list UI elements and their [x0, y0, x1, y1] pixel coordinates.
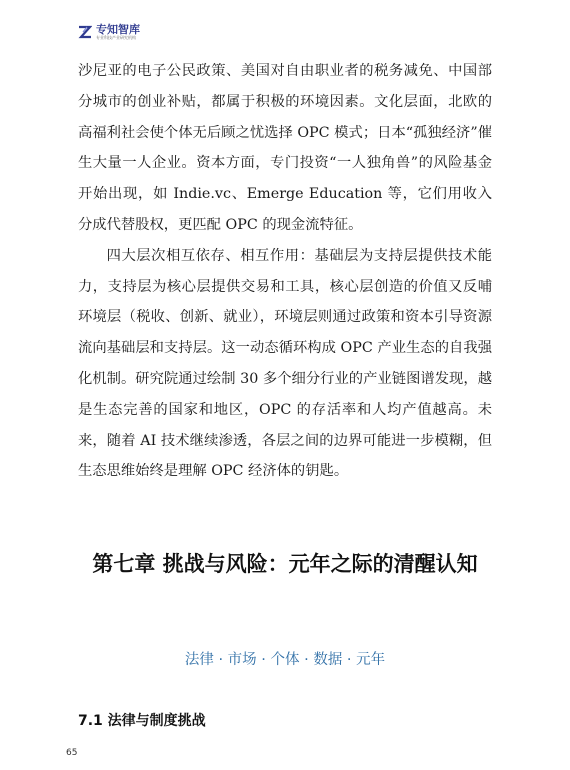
header-logo	[78, 24, 140, 40]
paragraph-2: 四大层次相互依存、相互作用：基础层为支持层提供技术能力，支持层为核心层提供交易和工具，核心层创造的价值又反哺环境层（税收、创新、就业），环境层则通过政策和资本引导资源流向基础层和支持层。这一动态循环构成 OPC 产业生态的自我强化机制。研究院通过绘制 30 多个细分行业的产业链图谱发现，越是生态完善的国家和地区，OPC 的存活率和人均产值越高。未来，随着 AI 技术继续渗透，各层之间的边界可能进一步模糊，但生态思维始终是理解 OPC 经济体的钥匙。	[78, 247, 492, 480]
logo-tagline: 专业科技产业研究机构	[96, 35, 136, 40]
body-text	[78, 56, 492, 487]
paragraph-1: 沙尼亚的电子公民政策、美国对自由职业者的税务减免、中国部分城市的创业补贴，都属于积极的环境因素。文化层面，北欧的高福利社会使个体无后顾之忧选择 OPC 模式；日本“孤独经济”催生大量一人企业。资本方面，专门投资“一人独角兽”的风险基金开始出现，如 Indie.vc、Emerge Education 等，它们用收入分成代替股权，更匹配 OPC 的现金流特征。	[78, 63, 492, 233]
logo-mark-icon	[78, 25, 92, 39]
logo-name: 专知智库	[96, 23, 140, 36]
chapter-title: 第七章 挑战与风险：元年之际的清醒认知	[92, 552, 478, 576]
section-heading: 7.1 法律与制度挑战	[78, 713, 206, 729]
logo-text	[96, 24, 140, 40]
page-number: 65	[66, 748, 78, 758]
chapter-keywords: 法律 · 市场 · 个体 · 数据 · 元年	[184, 652, 386, 668]
